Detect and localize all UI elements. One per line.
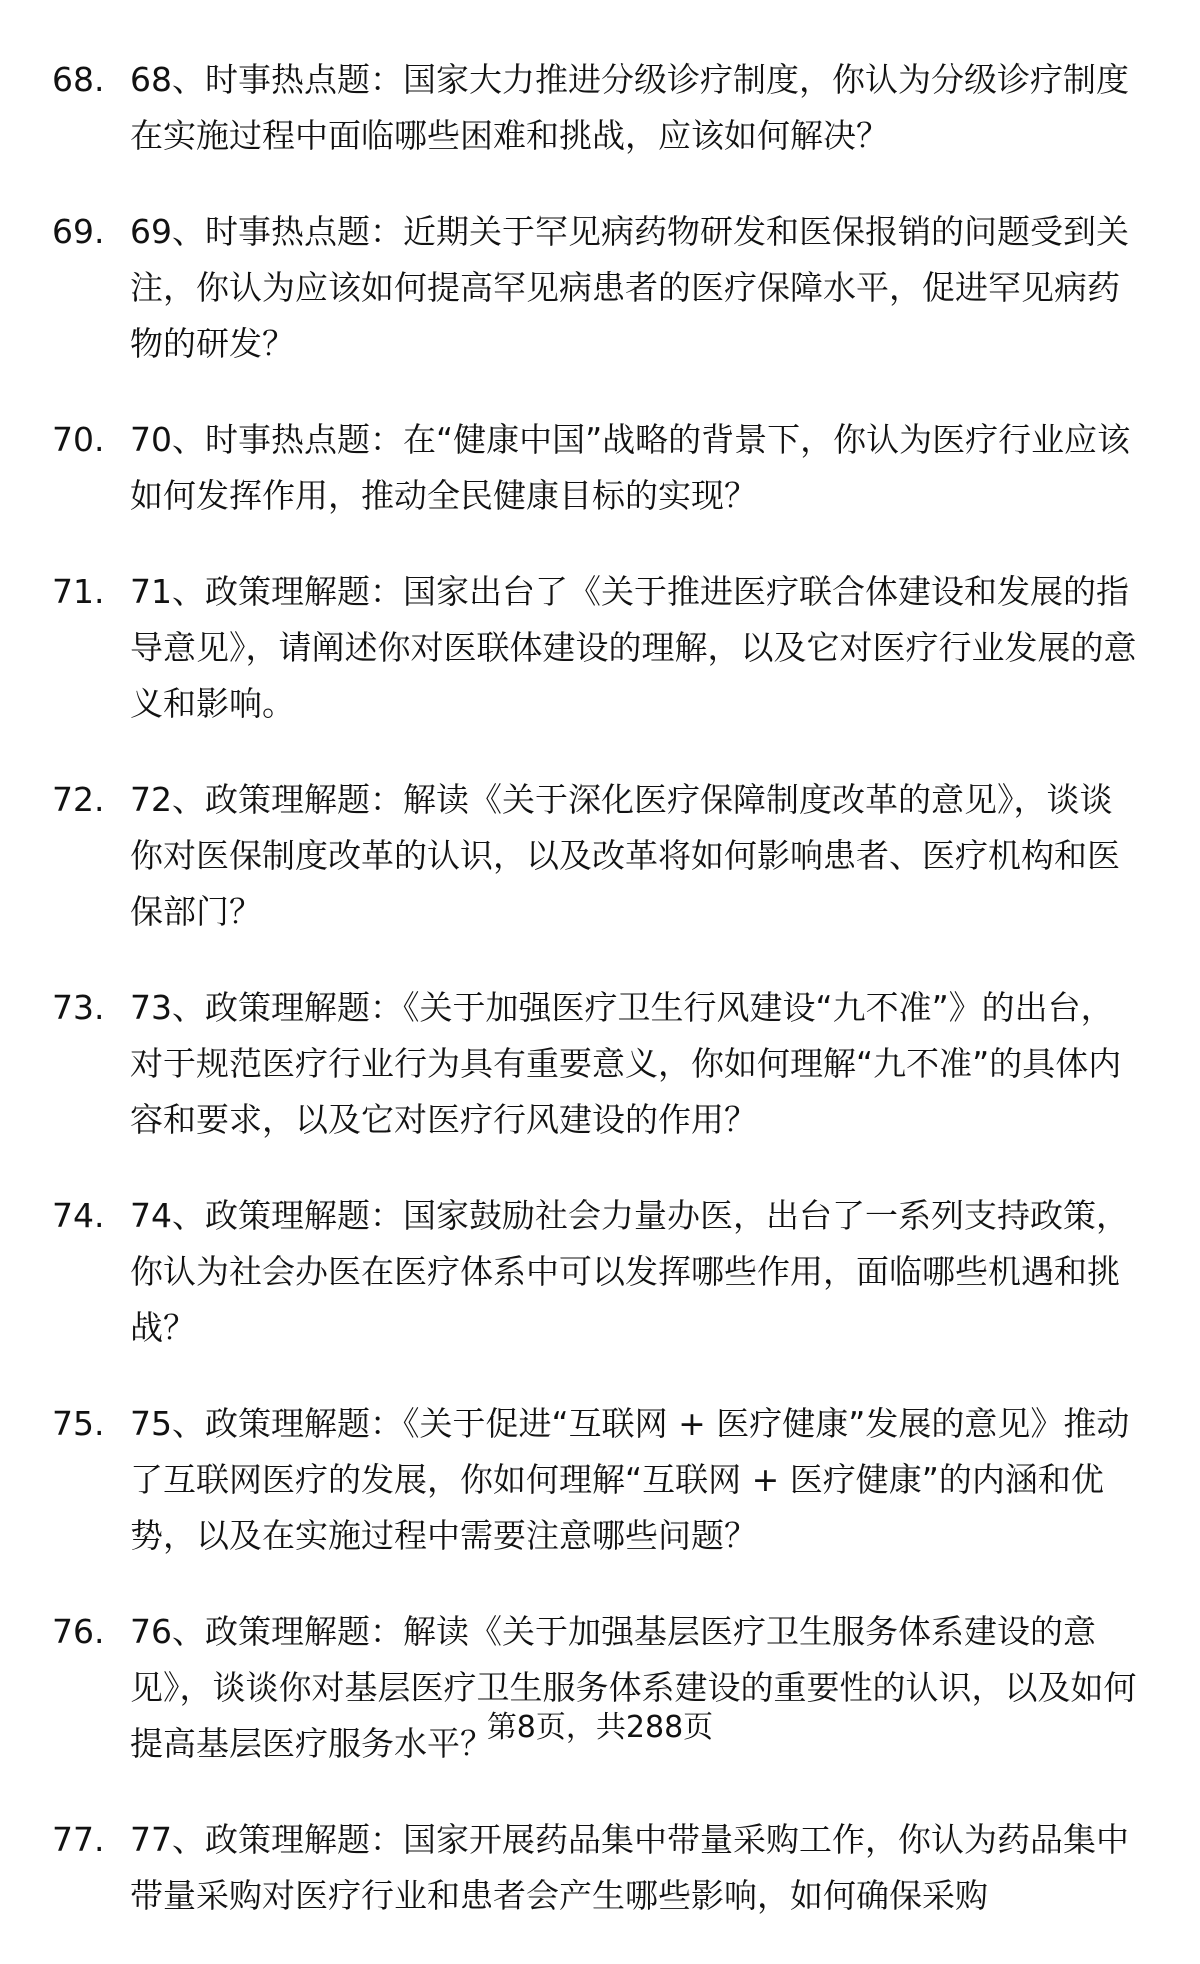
- item-text: 68、时事热点题：国家大力推进分级诊疗制度，你认为分级诊疗制度在实施过程中面临哪些困难和挑战，应该如何解决？: [130, 60, 1129, 155]
- item-text: 76、政策理解题：解读《关于加强基层医疗卫生服务体系建设的意见》，谈谈你对基层医疗卫生服务体系建设的重要性的认识，以及如何提高基层医疗服务水平？: [130, 1612, 1137, 1763]
- question-list: [0, 52, 1200, 1964]
- list-item: [0, 980, 1200, 1148]
- page-footer: 第8页，共288页: [486, 1710, 714, 1745]
- list-item: [0, 52, 1200, 164]
- list-item: [0, 772, 1200, 940]
- item-number: 70.: [52, 420, 105, 459]
- list-item: [0, 412, 1200, 524]
- item-number: 73.: [52, 988, 105, 1027]
- item-number: 75.: [52, 1404, 105, 1443]
- item-text: 77、政策理解题：国家开展药品集中带量采购工作，你认为药品集中带量采购对医疗行业和患者会产生哪些影响，如何确保采购: [130, 1820, 1129, 1915]
- item-text: 75、政策理解题：《关于促进“互联网 + 医疗健康”发展的意见》推动了互联网医疗的发展，你如何理解“互联网 + 医疗健康”的内涵和优势，以及在实施过程中需要注意哪些问题？: [130, 1404, 1130, 1555]
- item-number: 68.: [52, 60, 105, 99]
- item-text: 74、政策理解题：国家鼓励社会力量办医，出台了一系列支持政策，你认为社会办医在医疗体系中可以发挥哪些作用，面临哪些机遇和挑战？: [130, 1196, 1129, 1347]
- list-item: [0, 1604, 1200, 1772]
- list-item: [0, 204, 1200, 372]
- item-number: 69.: [52, 212, 105, 251]
- item-text: 72、政策理解题：解读《关于深化医疗保障制度改革的意见》，谈谈你对医保制度改革的认识，以及改革将如何影响患者、医疗机构和医保部门？: [130, 780, 1120, 931]
- item-text: 71、政策理解题：国家出台了《关于推进医疗联合体建设和发展的指导意见》，请阐述你对医联体建设的理解，以及它对医疗行业发展的意义和影响。: [130, 572, 1137, 723]
- list-item: [0, 1188, 1200, 1356]
- item-number: 77.: [52, 1820, 105, 1859]
- item-text: 70、时事热点题：在“健康中国”战略的背景下，你认为医疗行业应该如何发挥作用，推动全民健康目标的实现？: [130, 420, 1131, 515]
- list-item: [0, 1396, 1200, 1564]
- list-item: [0, 564, 1200, 732]
- item-text: 69、时事热点题：近期关于罕见病药物研发和医保报销的问题受到关注，你认为应该如何提高罕见病患者的医疗保障水平，促进罕见病药物的研发？: [130, 212, 1129, 363]
- list-item: [0, 1812, 1200, 1924]
- item-number: 72.: [52, 780, 105, 819]
- item-number: 71.: [52, 572, 105, 611]
- item-text: 73、政策理解题：《关于加强医疗卫生行风建设“九不准”》的出台，对于规范医疗行业行为具有重要意义，你如何理解“九不准”的具体内容和要求，以及它对医疗行风建设的作用？: [130, 988, 1122, 1139]
- item-number: 74.: [52, 1196, 105, 1235]
- item-number: 76.: [52, 1612, 105, 1651]
